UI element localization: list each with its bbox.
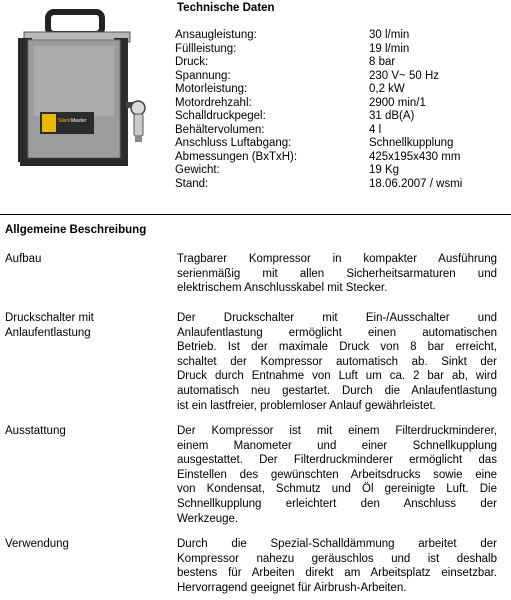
spec-label: Behältervolumen: xyxy=(175,123,265,136)
description-text-line: bestens für Arbeiten direkt am Arbeitsplatz einsetzbar. xyxy=(177,567,497,580)
spec-table xyxy=(175,29,462,191)
spec-title: Technische Daten xyxy=(177,2,275,14)
spec-row xyxy=(175,124,462,138)
spec-label: Stand: xyxy=(175,177,209,190)
spec-label: Gewicht: xyxy=(175,164,220,176)
spec-value: 4 l xyxy=(369,123,382,136)
spec-value: 19 l/min xyxy=(369,42,410,55)
product-image xyxy=(10,8,156,168)
spec-value: 31 dB(A) xyxy=(369,110,415,122)
description-term-line: Aufbau xyxy=(5,253,42,265)
section-title: Allgemeine Beschreibung xyxy=(5,224,147,236)
spec-value: Schnellkupplung xyxy=(369,137,454,149)
description-text-line: schaltet der Kompressor automatisch ab. Sinkt der xyxy=(177,355,497,368)
description-text xyxy=(177,537,497,595)
spec-label: Ansaugleistung: xyxy=(175,29,257,41)
spec-value: 30 l/min xyxy=(369,29,410,41)
description-text-line: elektrischem Anschlusskabel mit Stecker. xyxy=(177,282,388,295)
divider xyxy=(0,214,511,215)
spec-value: 425x195x430 mm xyxy=(369,150,461,163)
spec-label: Füllleistung: xyxy=(175,42,237,55)
spec-row xyxy=(175,56,462,70)
spec-label: Motorleistung: xyxy=(175,83,248,95)
spec-value: 0,2 kW xyxy=(369,83,405,95)
description-text-line: serienmäßig mit allen Sicherheitsarmaturen und xyxy=(177,267,497,280)
description-text-line: Durch die Spezial-Schalldämmung arbeitet der xyxy=(177,538,497,550)
description-text-line: Betrieb. Ist der maximale Druck von 8 bar erreicht, xyxy=(177,341,497,354)
description-text-line: von Kondensat, Schmutz und Öl gereinigte Luft. Die xyxy=(177,483,497,496)
description-term-line: Verwendung xyxy=(5,538,69,550)
description-text-line: Schnellkupplung erleichtert den Anschluss der xyxy=(177,497,497,510)
spec-value: 19 Kg xyxy=(369,164,400,176)
description-term xyxy=(5,537,165,552)
description-text xyxy=(177,252,497,296)
spec-label: Motordrehzahl: xyxy=(175,96,252,109)
description-term xyxy=(5,424,165,439)
description-text-line: automatisch neu gestartet. Durch die Anlaufentlastung xyxy=(177,384,497,397)
spec-row xyxy=(175,29,462,43)
spec-row xyxy=(175,97,462,111)
description-text-line: einem Manometer und einer Schnellkupplung xyxy=(177,439,497,452)
description-text-line: Tragbarer Kompressor in kompakter Ausführung xyxy=(177,253,497,265)
description-term-line: Anlaufentlastung xyxy=(5,326,91,339)
spec-label: Anschluss Luftabgang: xyxy=(175,137,292,149)
description-text xyxy=(177,424,497,526)
spec-label: Abmessungen (BxTxH): xyxy=(175,150,298,163)
spec-value: 8 bar xyxy=(369,56,396,68)
compressor-illustration xyxy=(10,8,156,168)
description-text-line: Der Druckschalter mit Ein-/Ausschalter und xyxy=(177,312,497,324)
spec-row xyxy=(175,137,462,151)
description-text-line: Werkzeuge. xyxy=(177,512,239,525)
description-term xyxy=(5,311,165,340)
spec-value: 18.06.2007 / wsmi xyxy=(369,177,463,190)
description-text-line: ausgestattet. Der Filterdruckminderer ermöglicht das xyxy=(177,454,497,467)
spec-row xyxy=(175,70,462,84)
description-text-line: Hervorragend geeignet für Airbrush-Arbeiten. xyxy=(177,581,407,594)
spec-label: Schalldruckpegel: xyxy=(175,110,266,122)
spec-value: 230 V~ 50 Hz xyxy=(369,69,440,82)
brand-logo-text: Silent xyxy=(58,118,71,124)
description-term xyxy=(5,252,165,267)
spec-row xyxy=(175,110,462,124)
description-term-line: Ausstattung xyxy=(5,425,66,437)
spec-value: 2900 min/1 xyxy=(369,96,426,109)
spec-row xyxy=(175,164,462,178)
spec-row xyxy=(175,151,462,165)
description-text-line: Anlaufentlastung ermöglicht einen automatischen xyxy=(177,326,497,339)
description-text-line: Einstellen des gewünschten Arbeitsdrucks sowie eine xyxy=(177,468,497,481)
description-text xyxy=(177,311,497,413)
description-text-line: Kompressor nahezu geräuschlos und ist deshalb xyxy=(177,552,497,565)
spec-label: Spannung: xyxy=(175,69,231,82)
description-text-line: ist ein lastfreier, problemloser Anlauf gewährleistet. xyxy=(177,399,436,412)
description-text-line: Der Kompressor ist mit einem Filterdruckminderer, xyxy=(177,425,497,437)
spec-row xyxy=(175,178,462,192)
description-text-line: Druck durch Entnahme von Luft um ca. 2 bar ab, wird xyxy=(177,370,497,383)
spec-label: Druck: xyxy=(175,56,209,68)
spec-row xyxy=(175,43,462,57)
spec-row xyxy=(175,83,462,97)
description-term-line: Druckschalter mit xyxy=(5,312,94,324)
svg-text:Master: Master xyxy=(71,118,87,124)
